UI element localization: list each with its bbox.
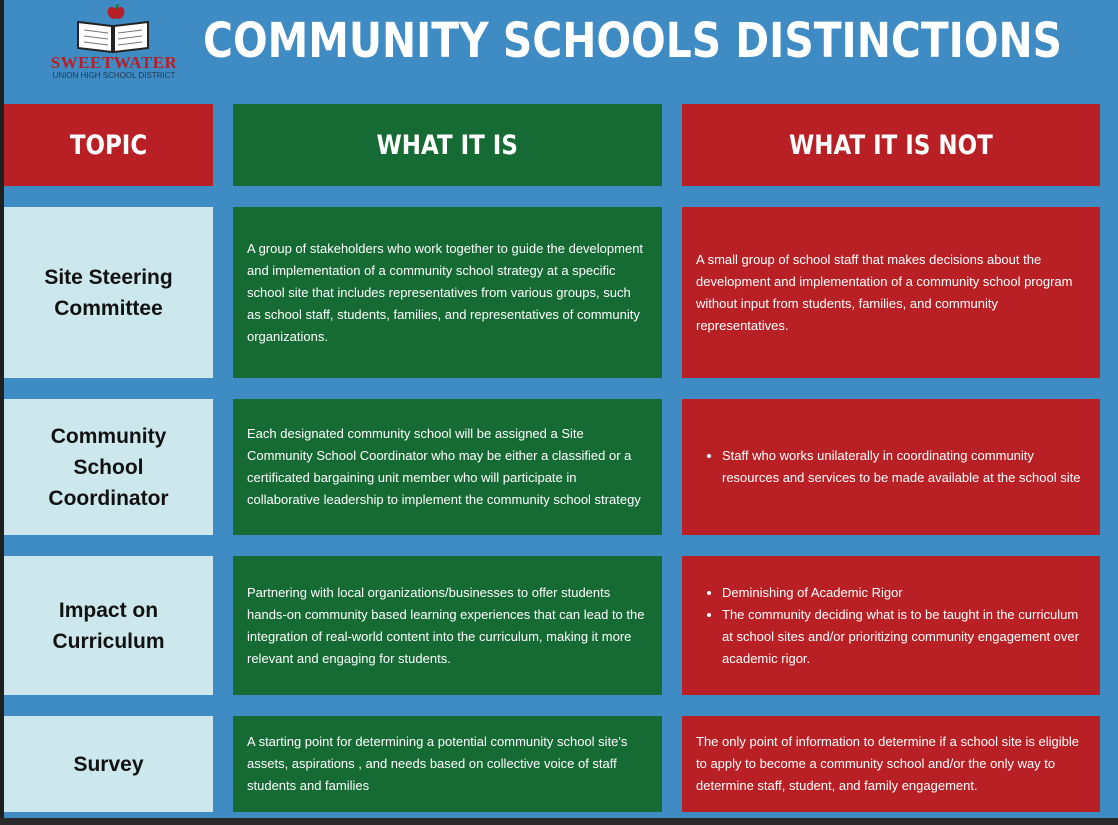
what-it-is-not-cell <box>682 399 1100 535</box>
what-it-is-cell <box>233 399 662 535</box>
open-book-icon <box>72 4 154 54</box>
what-it-is-cell <box>233 716 662 812</box>
logo-subtitle: UNION HIGH SCHOOL DISTRICT <box>52 71 176 80</box>
what-it-is-not-text: A small group of school staff that makes decisions about the development and implementation of a community school program without input from students, families, and community representatives. <box>696 251 1073 333</box>
what-it-is-not-list <box>696 445 1086 489</box>
column-header-what-it-is <box>233 104 662 186</box>
what-it-is-text: A group of stakeholders who work together to guide the development and implementation of a community school strategy at a specific school site that includes representatives from various groups, such as school staff, students, families, and representatives of community organizations. <box>247 240 644 344</box>
what-it-is-not-cell <box>682 207 1100 378</box>
what-it-is-not-text: The only point of information to determine if a school site is eligible to apply to become a community school and/or the only way to determine staff, student, and family engagement. <box>696 734 1079 793</box>
what-it-is-text: Each designated community school will be assigned a Site Community School Coordinator who may be either a classified or a certificated bargaining unit member who will participate in collaborative leadership to implement the community school strategy <box>247 426 641 507</box>
topic-cell: Impact on Curriculum <box>4 556 213 695</box>
topic-cell: Site Steering Committee <box>4 207 213 378</box>
list-item: • Deminishing of Academic Rigor <box>722 582 1086 604</box>
logo-name: SWEETWATER <box>50 53 178 72</box>
page-header <box>0 0 1118 100</box>
column-header-what-it-is-not-label: WHAT IT IS NOT <box>789 129 993 161</box>
list-item: • Staff who works unilaterally in coordinating community resources and services to be made available at the school site <box>722 445 1086 489</box>
what-it-is-text: A starting point for determining a potential community school site's assets, aspirations , and needs based on collective voice of staff students and families <box>247 734 628 793</box>
page-title: COMMUNITY SCHOOLS DISTINCTIONS <box>203 13 1063 69</box>
what-it-is-cell <box>233 207 662 378</box>
what-it-is-text: Partnering with local organizations/businesses to offer students hands-on community based learning experiences that can lead to the integration of real-world content into the curriculum, making it more relevant and engaging for students. <box>247 584 645 666</box>
what-it-is-cell <box>233 556 662 695</box>
district-logo <box>48 4 178 84</box>
topic-cell: Community School Coordinator <box>4 399 213 535</box>
bottom-edge-bar <box>0 818 1118 825</box>
column-header-what-it-is-not <box>682 104 1100 186</box>
column-header-topic <box>4 104 213 186</box>
what-it-is-not-cell <box>682 716 1100 812</box>
column-header-what-it-is-label: WHAT IT IS <box>376 129 519 161</box>
what-it-is-not-list <box>696 582 1086 670</box>
list-item: • The community deciding what is to be taught in the curriculum at school sites and/or prioritizing community engagement over academic rigor. <box>722 604 1086 670</box>
what-it-is-not-cell <box>682 556 1100 695</box>
topic-cell: Survey <box>4 716 213 812</box>
column-header-topic-label: TOPIC <box>69 129 148 161</box>
